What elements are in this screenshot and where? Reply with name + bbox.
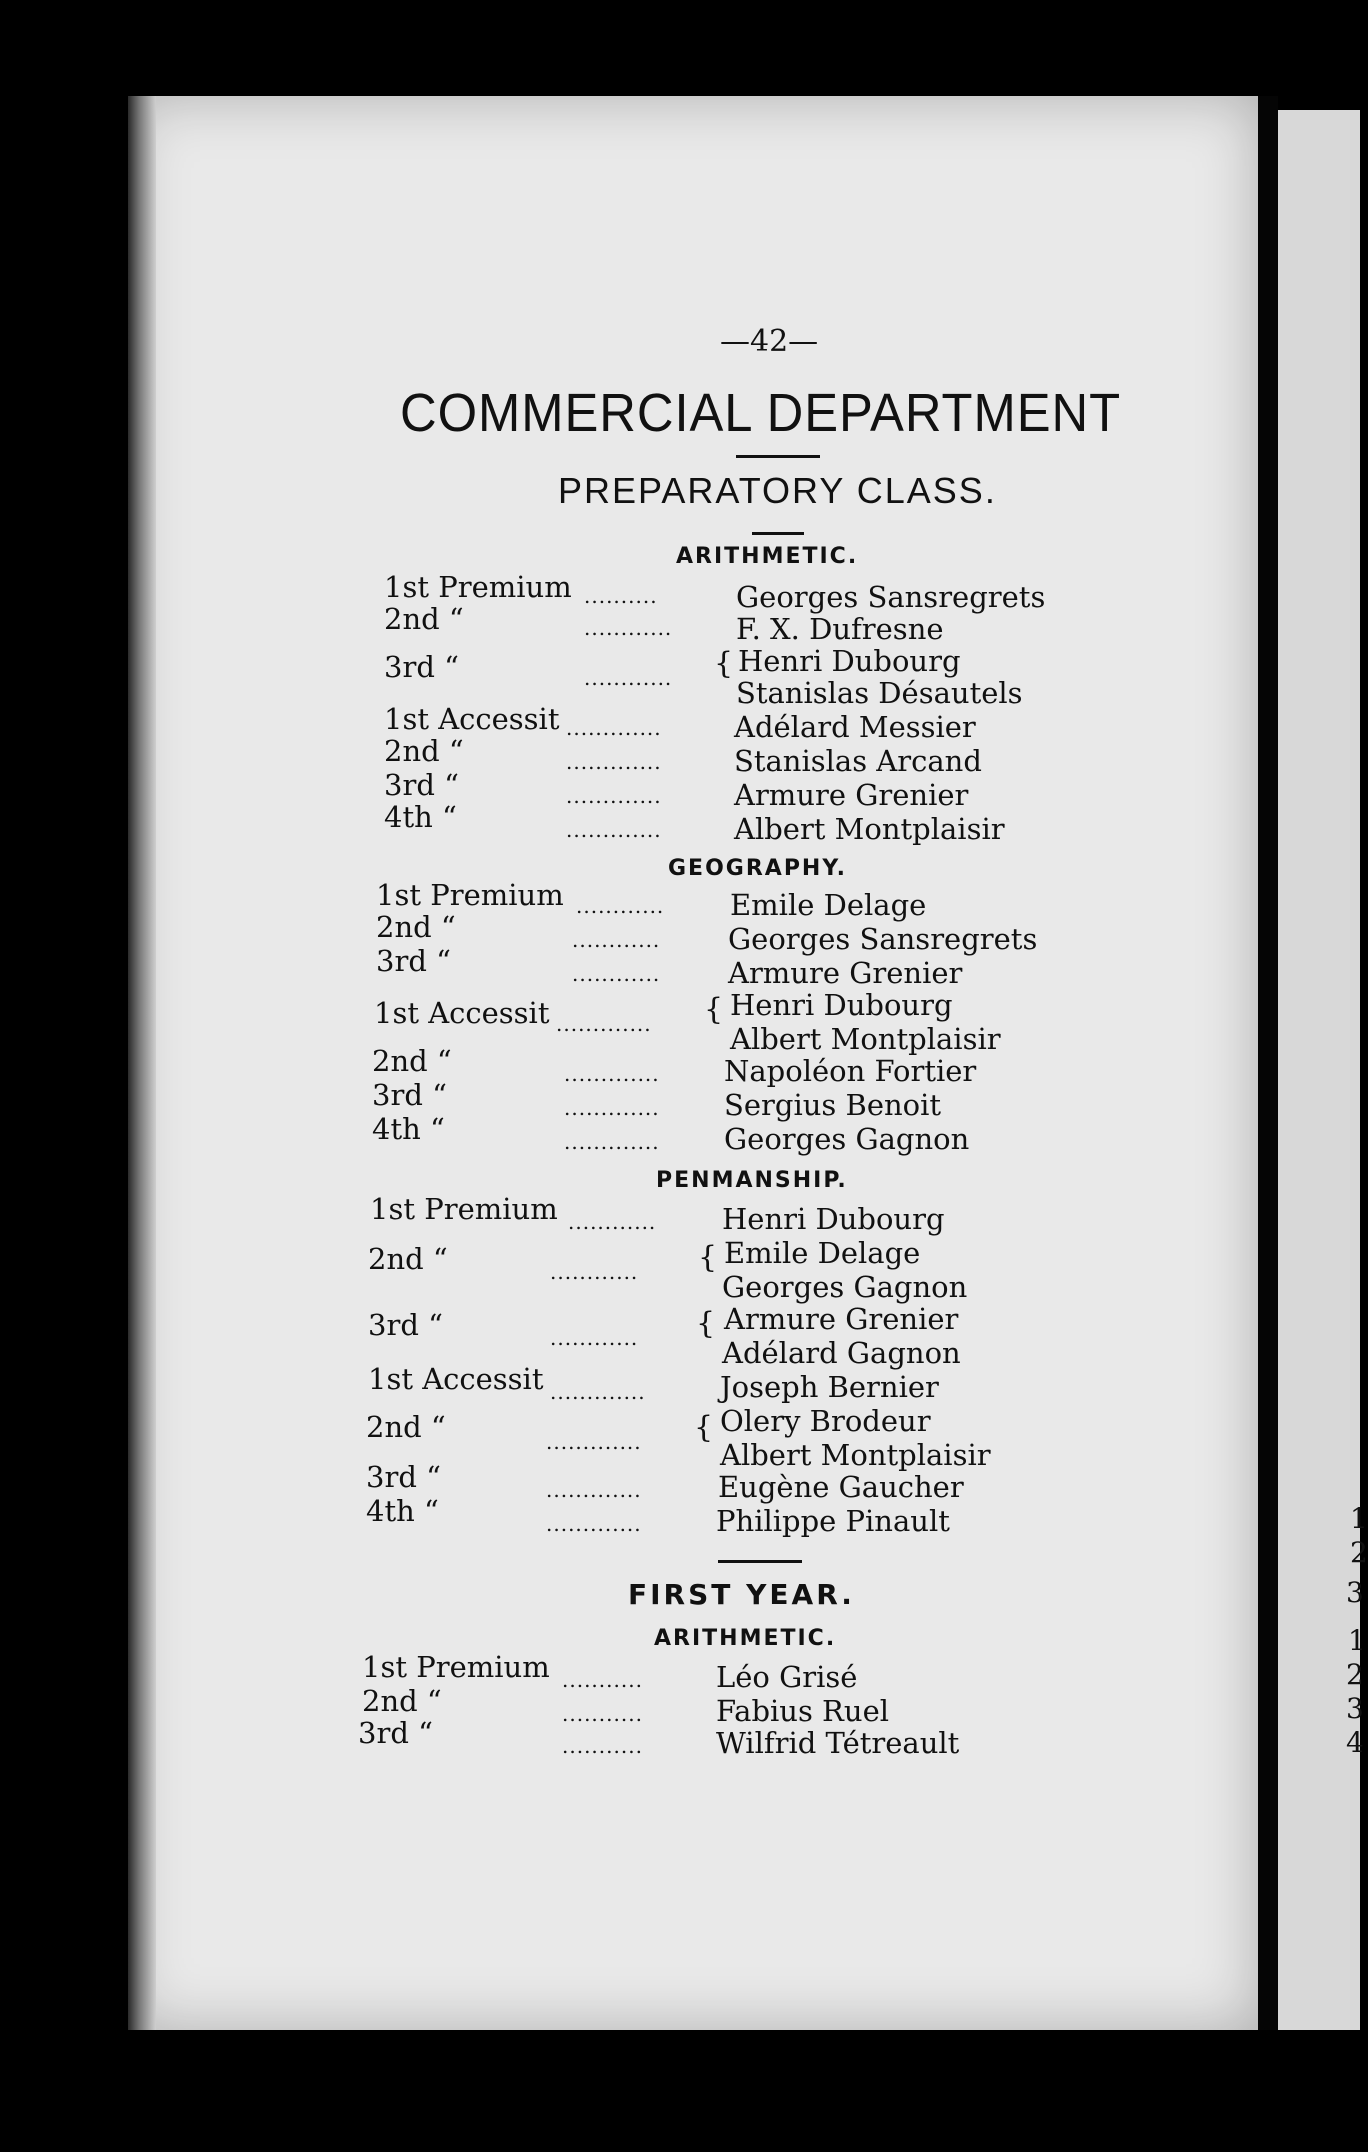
awardee-name: Albert Montplaisir	[720, 1438, 991, 1472]
award-label: 2nd “	[376, 910, 456, 944]
awardee-name: Eugène Gaucher	[718, 1470, 964, 1504]
award-label: 2nd “	[368, 1242, 448, 1276]
awardee-name: Léo Grisé	[716, 1660, 858, 1694]
page-binding-shadow	[128, 96, 156, 2030]
awardee-name: Olery Brodeur	[720, 1404, 931, 1438]
leader-dots: .............	[546, 1478, 642, 1502]
margin-fragment: 1	[1348, 1624, 1366, 1657]
awardee-name: Napoléon Fortier	[724, 1054, 977, 1088]
leader-dots: .............	[566, 716, 662, 740]
margin-fragment: 2	[1350, 1536, 1368, 1569]
awardee-name: Georges Sansregrets	[728, 922, 1038, 956]
award-label: 3rd “	[358, 1716, 433, 1750]
award-label: 3rd “	[366, 1460, 441, 1494]
leader-dots: .............	[566, 750, 662, 774]
department-title: COMMERCIAL DEPARTMENT	[400, 383, 1122, 443]
class-title: PREPARATORY CLASS.	[558, 470, 997, 511]
margin-fragment: 3	[1346, 1576, 1364, 1609]
margin-fragment: 2	[1346, 1658, 1364, 1691]
award-label: 4th “	[372, 1112, 445, 1146]
award-label: 1st Premium	[370, 1192, 558, 1226]
awardee-name: Georges Sansregrets	[736, 580, 1046, 614]
award-label: 3rd “	[376, 944, 451, 978]
leader-dots: ............	[584, 616, 673, 640]
awardee-name: Henri Dubourg	[722, 1202, 945, 1236]
leader-dots: ...........	[562, 1668, 643, 1692]
brace: {	[698, 1240, 718, 1275]
awardee-name: F. X. Dufresne	[736, 612, 944, 646]
leader-dots: ..........	[584, 584, 658, 608]
award-label: 3rd “	[384, 650, 459, 684]
award-label: 1st Premium	[362, 1650, 550, 1684]
awardee-name: Adélard Gagnon	[722, 1336, 961, 1370]
awardee-name: Fabius Ruel	[716, 1694, 890, 1728]
award-label: 1st Premium	[376, 878, 564, 912]
awardee-name: Wilfrid Tétreault	[716, 1726, 960, 1760]
award-label: 1st Premium	[384, 570, 572, 604]
award-label: 2nd “	[384, 602, 464, 636]
leader-dots: .............	[564, 1062, 660, 1086]
section-heading-arithmetic: ARITHMETIC.	[676, 544, 859, 569]
leader-dots: ............	[572, 962, 661, 986]
section-heading-geography: GEOGRAPHY.	[668, 856, 847, 881]
awardee-name: Stanislas Arcand	[734, 744, 982, 778]
award-label: 1st Accessit	[374, 996, 550, 1030]
awardee-name: Emile Delage	[724, 1236, 921, 1270]
leader-dots: .............	[556, 1012, 652, 1036]
awardee-name: Henri Dubourg	[738, 644, 961, 678]
award-label: 2nd “	[362, 1684, 442, 1718]
award-label: 2nd “	[366, 1410, 446, 1444]
leader-dots: ............	[576, 894, 665, 918]
margin-fragment: 3	[1346, 1692, 1364, 1725]
awardee-name: Philippe Pinault	[716, 1504, 950, 1538]
title-rule	[736, 455, 820, 458]
award-label: 3rd “	[368, 1308, 443, 1342]
leader-dots: ............	[550, 1260, 639, 1284]
awardee-name: Albert Montplaisir	[734, 812, 1005, 846]
award-label: 1st Accessit	[384, 702, 560, 736]
awardee-name: Emile Delage	[730, 888, 927, 922]
awardee-name: Armure Grenier	[734, 778, 969, 812]
leader-dots: ...........	[562, 1702, 643, 1726]
award-label: 3rd “	[384, 768, 459, 802]
awardee-name: Armure Grenier	[724, 1302, 959, 1336]
leader-dots: .............	[564, 1096, 660, 1120]
award-label: 2nd “	[372, 1044, 452, 1078]
margin-fragment: 4	[1346, 1726, 1364, 1759]
margin-fragment: 1	[1350, 1502, 1368, 1535]
awardee-name: Joseph Bernier	[720, 1370, 939, 1404]
award-label: 3rd “	[372, 1078, 447, 1112]
leader-dots: ............	[568, 1210, 657, 1234]
leader-dots: .............	[546, 1430, 642, 1454]
section-rule	[718, 1560, 802, 1563]
awardee-name: Stanislas Désautels	[736, 676, 1023, 710]
leader-dots: ............	[572, 928, 661, 952]
award-label: 1st Accessit	[368, 1362, 544, 1396]
awardee-name: Armure Grenier	[728, 956, 963, 990]
awardee-name: Sergius Benoit	[724, 1088, 942, 1122]
section-heading-penmanship: PENMANSHIP.	[656, 1168, 848, 1193]
award-label: 4th “	[384, 800, 457, 834]
leader-dots: .............	[566, 784, 662, 808]
award-label: 2nd “	[384, 734, 464, 768]
award-label: 4th “	[366, 1494, 439, 1528]
awardee-name: Henri Dubourg	[730, 988, 953, 1022]
awardee-name: Georges Gagnon	[724, 1122, 970, 1156]
leader-dots: ............	[550, 1326, 639, 1350]
page-number: —42—	[720, 324, 819, 359]
leader-dots: .............	[546, 1512, 642, 1536]
brace: {	[696, 1306, 716, 1341]
awardee-name: Adélard Messier	[734, 710, 976, 744]
class-rule	[752, 532, 804, 535]
page-edge-strip	[1258, 96, 1278, 2030]
brace: {	[714, 646, 734, 681]
leader-dots: ............	[584, 666, 673, 690]
leader-dots: .............	[564, 1130, 660, 1154]
section-heading-arithmetic-first-year: ARITHMETIC.	[654, 1626, 837, 1651]
first-year-title: FIRST YEAR.	[628, 1578, 855, 1611]
brace: {	[694, 1410, 714, 1445]
awardee-name: Georges Gagnon	[722, 1270, 968, 1304]
leader-dots: .............	[550, 1380, 646, 1404]
awardee-name: Albert Montplaisir	[730, 1022, 1001, 1056]
brace: {	[704, 992, 724, 1027]
leader-dots: ...........	[562, 1734, 643, 1758]
leader-dots: .............	[566, 818, 662, 842]
